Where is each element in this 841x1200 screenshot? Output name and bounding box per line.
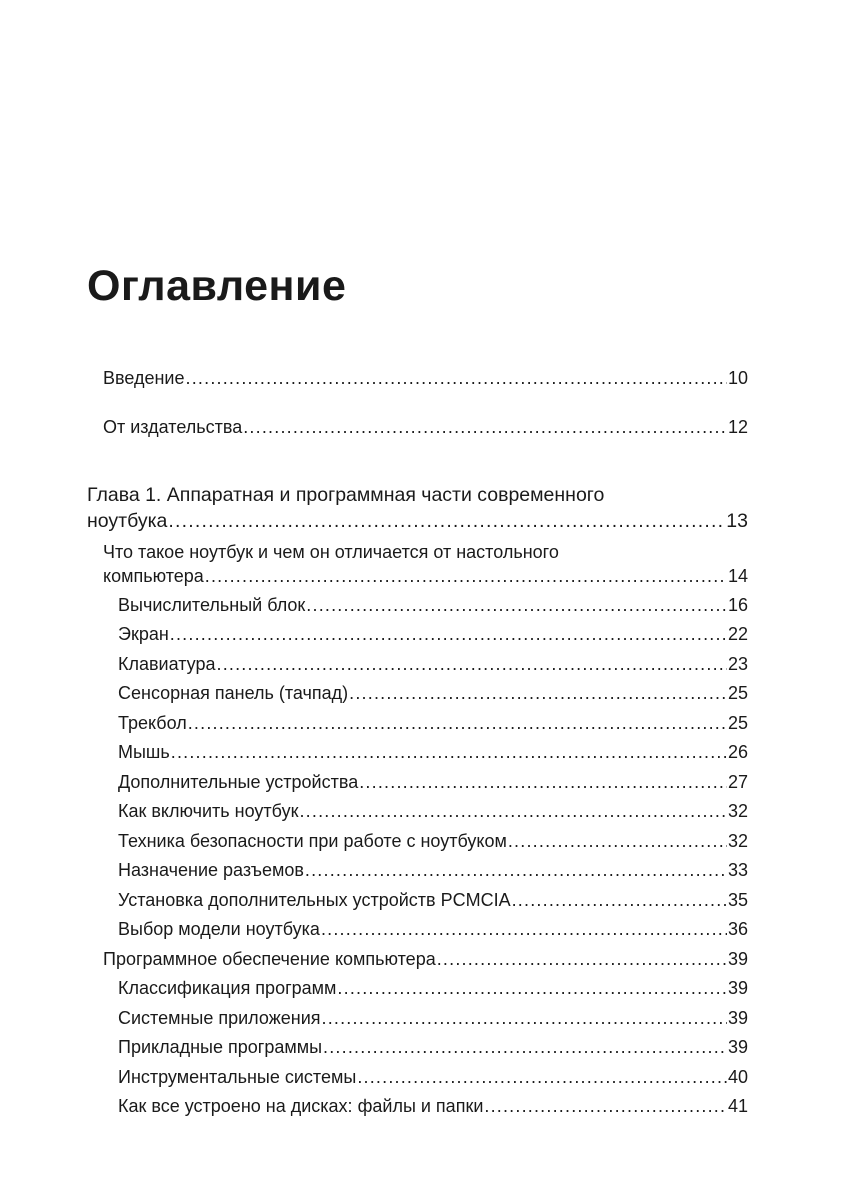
dot-leader [437,947,727,971]
toc-entry-label: Трекбол [118,713,187,733]
toc-entry-page: 16 [727,595,748,615]
toc-entry-page: 10 [727,368,748,388]
toc-entry-compute-unit[interactable] [118,593,748,617]
dot-leader [217,652,727,676]
toc-entry-files-folders[interactable] [118,1094,748,1118]
toc-entry-label: компьютера [103,566,204,586]
toc-entry-label: ноутбука [87,510,168,532]
toc-entry-classification[interactable] [118,976,748,1000]
toc-entry-label: От издательства [103,417,243,437]
dot-leader [349,681,727,705]
dot-leader [512,888,727,912]
dot-leader [321,917,727,941]
dot-leader [484,1094,727,1118]
toc-entry-mouse[interactable] [118,740,748,764]
toc-entry-page: 33 [727,860,748,880]
toc-entry-label: Выбор модели ноутбука [118,919,320,939]
toc-entry-publisher[interactable] [103,415,748,439]
toc-entry-label: Мышь [118,742,170,762]
dot-leader [305,858,727,882]
toc-entry-chapter-1[interactable] [87,482,748,534]
toc-entry-page: 39 [727,978,748,998]
toc-entry-power-on[interactable] [118,799,748,823]
toc-entry-label: Как включить ноутбук [118,801,299,821]
toc-entry-choose-model[interactable] [118,917,748,941]
toc-entry-safety[interactable] [118,829,748,853]
toc-entry-page: 12 [727,417,748,437]
toc-entry-label: Вычислительный блок [118,595,306,615]
dot-leader [171,740,727,764]
dot-leader [186,366,727,390]
toc-entry-what-is-notebook[interactable] [103,540,748,588]
toc-entry-page: 14 [727,566,748,586]
toc-entry-page: 32 [727,801,748,821]
toc-entry-pcmcia[interactable] [118,888,748,912]
toc-entry-ports[interactable] [118,858,748,882]
toc-entry-page: 40 [727,1067,748,1087]
dot-leader [337,976,727,1000]
dot-leader [299,799,727,823]
toc-entry-touchpad[interactable] [118,681,748,705]
toc-entry-trackball[interactable] [118,711,748,735]
page-title: Оглавление [87,262,347,310]
toc-entry-page: 13 [726,510,748,532]
toc-entry-label: Классификация программ [118,978,337,998]
dot-leader [170,622,727,646]
toc-entry-tool-systems[interactable] [118,1065,748,1089]
toc-entry-screen[interactable] [118,622,748,646]
toc-entry-label: Клавиатура [118,654,216,674]
toc-entry-label: Сенсорная панель (тачпад) [118,683,349,703]
toc-entry-page: 39 [727,949,748,969]
toc-entry-keyboard[interactable] [118,652,748,676]
toc-entry-page: 22 [727,624,748,644]
toc-entry-intro[interactable] [103,366,748,390]
dot-leader [357,1065,727,1089]
toc-entry-label-line1: Глава 1. Аппаратная и программная части современного [87,484,605,506]
toc-entry-label: Дополнительные устройства [118,772,359,792]
dot-leader [322,1006,727,1030]
toc-entry-label: Системные приложения [118,1008,321,1028]
toc-entry-applied-programs[interactable] [118,1035,748,1059]
toc-entry-page: 36 [727,919,748,939]
dot-leader [306,593,727,617]
toc-entry-page: 25 [727,713,748,733]
toc-entry-page: 39 [727,1008,748,1028]
toc-entry-label: Как все устроено на дисках: файлы и папки [118,1096,484,1116]
toc-entry-page: 32 [727,831,748,851]
dot-leader [205,564,727,588]
toc-entry-label: Техника безопасности при работе с ноутбуком [118,831,507,851]
toc-entry-label: Введение [103,368,185,388]
toc-entry-software[interactable] [103,947,748,971]
toc-entry-label: Назначение разъемов [118,860,304,880]
toc-entry-label: Прикладные программы [118,1037,323,1057]
toc-entry-page: 39 [727,1037,748,1057]
toc-entry-label: Установка дополнительных устройств PCMCIA [118,890,511,910]
toc-entry-page: 27 [727,772,748,792]
dot-leader [168,508,725,534]
toc-entry-label: Экран [118,624,169,644]
toc-entry-label-line1: Что такое ноутбук и чем он отличается от настольного [103,542,559,562]
dot-leader [359,770,727,794]
dot-leader [243,415,727,439]
toc-entry-page: 26 [727,742,748,762]
toc-entry-page: 41 [727,1096,748,1116]
toc-entry-label: Программное обеспечение компьютера [103,949,436,969]
toc-entry-system-apps[interactable] [118,1006,748,1030]
toc-entry-extra-devices[interactable] [118,770,748,794]
dot-leader [188,711,727,735]
dot-leader [508,829,727,853]
dot-leader [323,1035,727,1059]
toc-entry-label: Инструментальные системы [118,1067,357,1087]
toc-entry-page: 23 [727,654,748,674]
toc-entry-page: 35 [727,890,748,910]
toc-entry-page: 25 [727,683,748,703]
